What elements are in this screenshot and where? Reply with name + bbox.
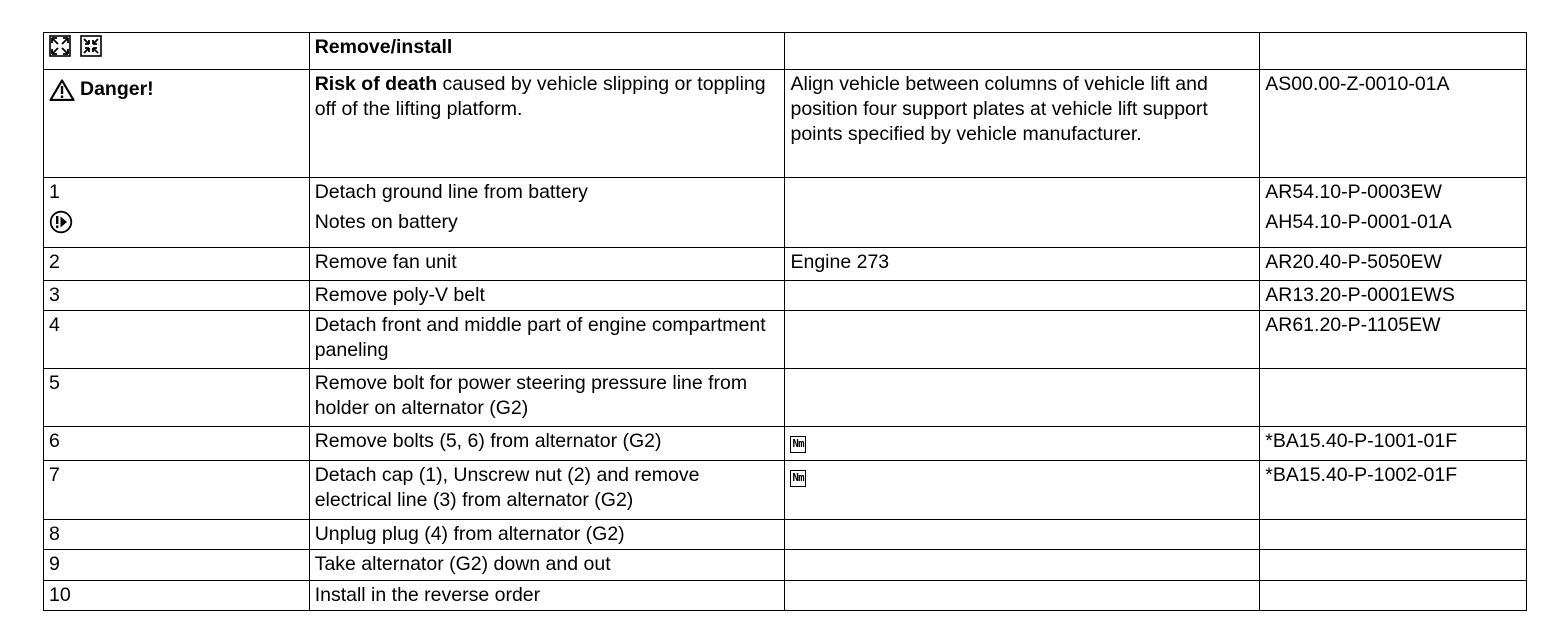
risk-text: caused by vehicle slipping or toppling off of the lifting platform. bbox=[314, 73, 766, 120]
step-text: Remove bolt for power steering pressure line from holder on alternator (G2) bbox=[309, 369, 785, 427]
header-row bbox=[44, 33, 1527, 70]
table-row bbox=[44, 248, 1527, 281]
danger-cell bbox=[44, 70, 310, 178]
procedure-table bbox=[43, 32, 1527, 611]
step-ref: *BA15.40-P-1002-01F bbox=[1260, 461, 1527, 520]
step-number: 7 bbox=[44, 461, 310, 520]
table-row bbox=[44, 281, 1527, 311]
step-text-cell bbox=[309, 178, 785, 248]
table-row bbox=[44, 550, 1527, 581]
danger-risk-cell bbox=[309, 70, 785, 178]
warning-triangle-icon bbox=[49, 79, 75, 101]
step-number: 1 bbox=[49, 181, 60, 203]
step-number: 5 bbox=[44, 369, 310, 427]
step-number: 6 bbox=[44, 427, 310, 461]
table-row bbox=[44, 369, 1527, 427]
note-ref: AH54.10-P-0001-01A bbox=[1265, 211, 1452, 233]
step-ref: AR20.40-P-5050EW bbox=[1260, 248, 1527, 281]
step-number-cell bbox=[44, 178, 310, 248]
step-detail: Engine 273 bbox=[785, 248, 1260, 281]
table-row bbox=[44, 581, 1527, 611]
table-row bbox=[44, 520, 1527, 550]
table-row bbox=[44, 178, 1527, 248]
step-ref: AR61.20-P-1105EW bbox=[1260, 311, 1527, 369]
step-ref bbox=[1260, 550, 1527, 581]
step-text: Install in the reverse order bbox=[309, 581, 785, 611]
danger-ref: AS00.00-Z-0010-01A bbox=[1260, 70, 1527, 178]
step-number: 4 bbox=[44, 311, 310, 369]
step-detail bbox=[785, 581, 1260, 611]
header-title: Remove/install bbox=[309, 33, 785, 70]
compress-arrows-icon bbox=[80, 35, 102, 64]
header-col3 bbox=[785, 33, 1260, 70]
step-text: Remove bolts (5, 6) from alternator (G2) bbox=[309, 427, 785, 461]
step-number: 8 bbox=[44, 520, 310, 550]
risk-bold-text: Risk of death bbox=[314, 73, 438, 95]
step-detail bbox=[785, 281, 1260, 311]
danger-instruction: Align vehicle between columns of vehicle lift and position four support plates at vehicle lift support points specified by vehicle manufacturer. bbox=[785, 70, 1260, 178]
expand-arrows-icon bbox=[49, 35, 71, 64]
step-ref-cell bbox=[1260, 178, 1527, 248]
danger-label: Danger! bbox=[80, 78, 154, 100]
header-col4 bbox=[1260, 33, 1527, 70]
info-circle-icon bbox=[49, 210, 73, 241]
table-row bbox=[44, 427, 1527, 461]
step-number: 2 bbox=[44, 248, 310, 281]
step-text: Unplug plug (4) from alternator (G2) bbox=[309, 520, 785, 550]
table-row bbox=[44, 311, 1527, 369]
step-text: Detach front and middle part of engine compartment paneling bbox=[309, 311, 785, 369]
step-detail bbox=[785, 369, 1260, 427]
step-ref bbox=[1260, 369, 1527, 427]
table-row bbox=[44, 461, 1527, 520]
step-detail-cell bbox=[785, 461, 1260, 520]
danger-row bbox=[44, 70, 1527, 178]
step-text: Take alternator (G2) down and out bbox=[309, 550, 785, 581]
step-detail bbox=[785, 520, 1260, 550]
step-detail bbox=[785, 550, 1260, 581]
step-text: Remove fan unit bbox=[309, 248, 785, 281]
step-detail-cell bbox=[785, 427, 1260, 461]
step-ref bbox=[1260, 520, 1527, 550]
step-text: Remove poly-V belt bbox=[309, 281, 785, 311]
step-ref: AR54.10-P-0003EW bbox=[1265, 181, 1442, 203]
step-ref: *BA15.40-P-1001-01F bbox=[1260, 427, 1527, 461]
step-text: Detach ground line from battery bbox=[314, 181, 588, 203]
step-number: 10 bbox=[44, 581, 310, 611]
torque-nm-icon: Nm bbox=[790, 436, 806, 453]
torque-nm-icon: Nm bbox=[790, 470, 806, 487]
step-detail bbox=[785, 178, 1260, 248]
step-number: 9 bbox=[44, 550, 310, 581]
header-icons-cell bbox=[44, 33, 310, 70]
step-detail bbox=[785, 311, 1260, 369]
note-text: Notes on battery bbox=[314, 211, 458, 233]
step-ref: AR13.20-P-0001EWS bbox=[1260, 281, 1527, 311]
step-number: 3 bbox=[44, 281, 310, 311]
step-text: Detach cap (1), Unscrew nut (2) and remove electrical line (3) from alternator (G2) bbox=[309, 461, 785, 520]
step-ref bbox=[1260, 581, 1527, 611]
